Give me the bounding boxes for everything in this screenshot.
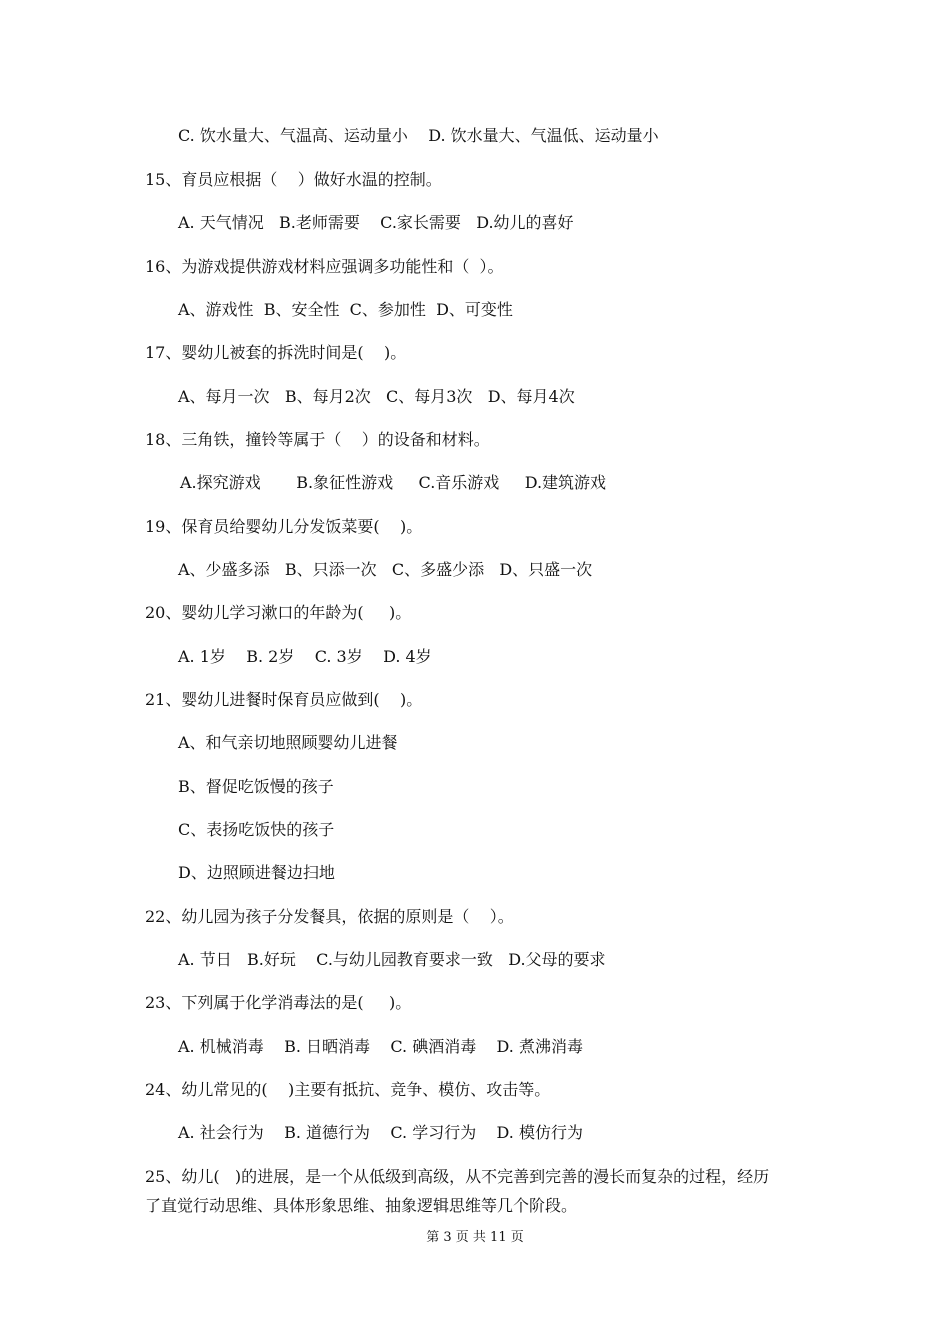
q23-options: A. 机械消毒 B. 日晒消毒 C. 碘酒消毒 D. 煮沸消毒 [178, 1037, 583, 1056]
q25-question-line2: 了直觉行动思维、具体形象思维、抽象逻辑思维等几个阶段。 [145, 1196, 578, 1215]
q18-options: A.探究游戏 B.象征性游戏 C.音乐游戏 D.建筑游戏 [180, 473, 607, 492]
q14-options: C. 饮水量大、气温高、运动量小 D. 饮水量大、气温低、运动量小 [178, 126, 659, 145]
q21-option-d: D、边照顾进餐边扫地 [178, 863, 335, 882]
q16-options: A、游戏性 B、安全性 C、参加性 D、可变性 [178, 300, 513, 319]
q21-option-b: B、督促吃饭慢的孩子 [178, 777, 334, 796]
q24-options: A. 社会行为 B. 道德行为 C. 学习行为 D. 模仿行为 [178, 1123, 583, 1142]
q19-question: 19、保育员给婴幼儿分发饭菜要( )。 [145, 517, 423, 536]
q22-question: 22、幼儿园为孩子分发餐具，依据的原则是（ ）。 [145, 907, 514, 926]
q17-options: A、每月一次 B、每月2次 C、每月3次 D、每月4次 [178, 387, 575, 406]
q24-question: 24、幼儿常见的( )主要有抵抗、竞争、模仿、攻击等。 [145, 1080, 551, 1099]
q23-question: 23、下列属于化学消毒法的是( )。 [145, 993, 412, 1012]
q15-question: 15、育员应根据（ ）做好水温的控制。 [145, 170, 442, 189]
q21-option-c: C、表扬吃饭快的孩子 [178, 820, 335, 839]
q25-question-line1: 25、幼儿( )的进展，是一个从低级到高级，从不完善到完善的漫长而复杂的过程，经历 [145, 1167, 770, 1186]
q18-question: 18、三角铁，撞铃等属于（ ）的设备和材料。 [145, 430, 490, 449]
q20-question: 20、婴幼儿学习漱口的年龄为( )。 [145, 603, 412, 622]
q22-options: A. 节日 B.好玩 C.与幼儿园教育要求一致 D.父母的要求 [178, 950, 606, 969]
page-footer: 第 3 页 共 11 页 [426, 1230, 524, 1245]
q21-option-a: A、和气亲切地照顾婴幼儿进餐 [178, 733, 398, 752]
q16-question: 16、为游戏提供游戏材料应强调多功能性和（ ）。 [145, 257, 504, 276]
q17-question: 17、婴幼儿被套的拆洗时间是( )。 [145, 343, 407, 362]
q19-options: A、少盛多添 B、只添一次 C、多盛少添 D、只盛一次 [178, 560, 593, 579]
q21-question: 21、婴幼儿进餐时保育员应做到( )。 [145, 690, 423, 709]
q15-options: A. 天气情况 B.老师需要 C.家长需要 D.幼儿的喜好 [178, 213, 574, 232]
q20-options: A. 1岁 B. 2岁 C. 3岁 D. 4岁 [178, 647, 432, 666]
